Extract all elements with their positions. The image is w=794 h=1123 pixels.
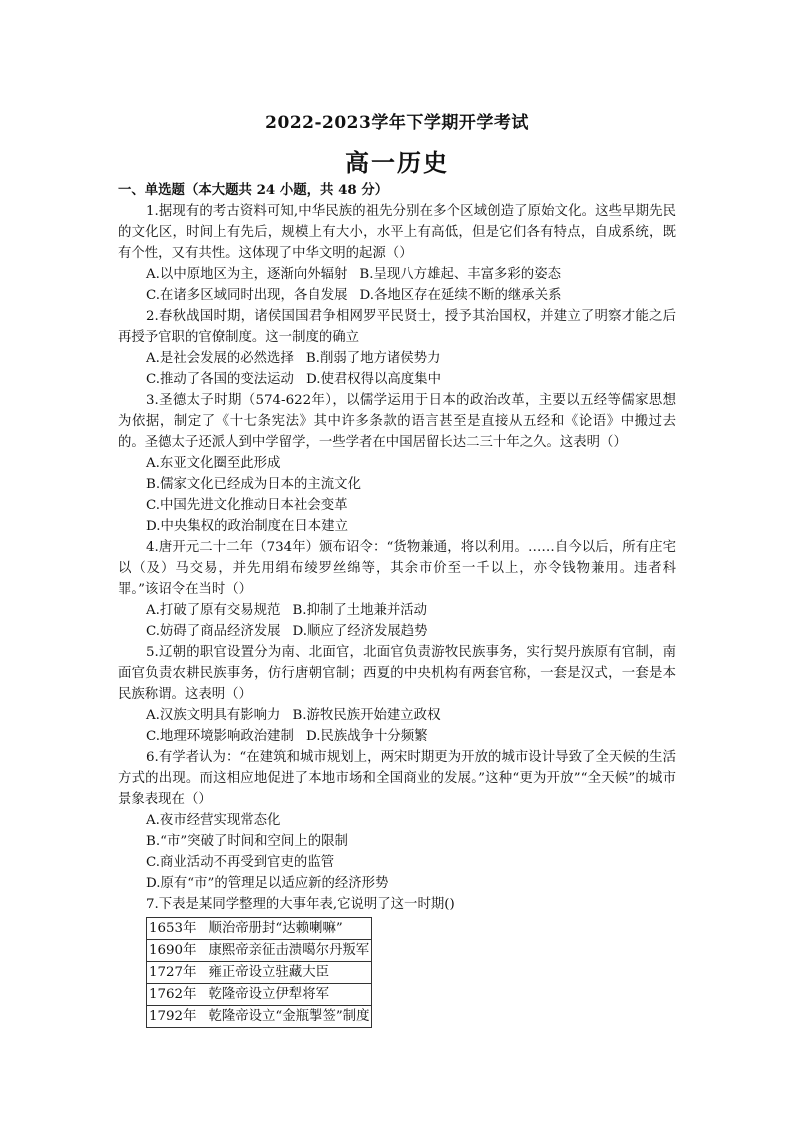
- table-row: [147, 962, 372, 984]
- question-5-option-b: B.游牧民族开始建立政权: [292, 708, 441, 723]
- question-1-option-b: B.呈现八方雄起、丰富多彩的姿态: [359, 267, 561, 282]
- section-heading: 一、单选题（本大题共 24 小题，共 48 分）: [118, 182, 389, 198]
- event-year: 1690年: [147, 940, 207, 962]
- question-2-options-row: [118, 369, 676, 390]
- exam-content: [118, 180, 676, 1028]
- question-7-stem: 7.下表是某同学整理的大事年表,它说明了这一时期(): [146, 897, 455, 912]
- question-3-stem: 3.圣德太子时期（574-622年），以儒学运用于日本的政治改革，主要以五经等儒家思想为依据，制定了《十七条宪法》其中许多条款的语言甚至是直接从五经和《论语》中搬过去的。圣德太子还派人到中学留学，一些学者在中国居留长达二三十年之久。这表明（）: [118, 393, 676, 450]
- question-2-option-b: B.削弱了地方诸侯势力: [305, 351, 441, 366]
- event-description: 乾隆帝设立伊犁将军: [206, 984, 372, 1006]
- event-year: 1762年: [147, 984, 207, 1006]
- question-2-option-c: C.推动了各国的变法运动: [146, 372, 294, 387]
- table-row: [147, 1006, 372, 1028]
- question-6-option-b: B.“市”突破了时间和空间上的限制: [146, 834, 348, 849]
- question-1-option-d: D.各地区存在延续不断的继承关系: [359, 288, 562, 303]
- question-5-options-row: [118, 705, 676, 726]
- question-5-option-c: C.地理环境影响政治建制: [146, 729, 294, 744]
- question-1-options-row: [118, 285, 676, 306]
- question-4-option-c: C.妨碍了商品经济发展: [146, 624, 281, 639]
- question-1-option-a: A.以中原地区为主，逐渐向外辐射: [146, 267, 348, 282]
- table-row: [147, 984, 372, 1006]
- question-2-option-d: D.使君权得以高度集中: [305, 372, 441, 387]
- question-2-stem: 2.春秋战国时期，诸侯国国君争相网罗平民贤士，授予其治国权，并建立了明察才能之后再授予官职的官僚制度。这一制度的确立: [118, 309, 676, 345]
- question-3-option-c: C.中国先进文化推动日本社会变革: [146, 498, 348, 513]
- question-5-option-a: A.汉族文明具有影响力: [146, 708, 281, 723]
- question-4-stem: 4.唐开元二十二年（734年）颁布诏令：“货物兼通，将以利用。……自今以后，所有庄宅以（及）马交易，并先用绢布绫罗丝绵等，其余市价至一千以上，亦令钱物兼用。违者科罪。”该诏令在当时（）: [118, 540, 676, 597]
- question-2-options-row: [118, 348, 676, 369]
- question-4-options-row: [118, 621, 676, 642]
- question-2-option-a: A.是社会发展的必然选择: [146, 351, 294, 366]
- question-4-option-b: B.抑制了土地兼并活动: [292, 603, 428, 618]
- question-5-stem: 5.辽朝的职官设置分为南、北面官，北面官负责游牧民族事务，实行契丹族原有官制，南面官负责农耕民族事务，仿行唐朝官制；西夏的中央机构有两套官称，一套是汉式，一套是本民族称谓。这表明（）: [118, 645, 676, 702]
- event-description: 雍正帝设立驻藏大臣: [206, 962, 372, 984]
- table-row: [147, 918, 372, 940]
- question-6-stem: 6.有学者认为：“在建筑和城市规划上，两宋时期更为开放的城市设计导致了全天候的生活方式的出现。而这相应地促进了本地市场和全国商业的发展。”这种“更为开放”“全天候”的城市景象表现在（）: [118, 750, 676, 807]
- question-3-option-a: A.东亚文化圈至此形成: [146, 456, 281, 471]
- question-4-option-a: A.打破了原有交易规范: [146, 603, 281, 618]
- event-year: 1792年: [147, 1006, 207, 1028]
- exam-subject: 高一历史: [345, 148, 449, 177]
- exam-title: 2022-2023学年下学期开学考试: [265, 113, 529, 133]
- event-description: 乾隆帝设立“金瓶掣签”制度: [206, 1006, 372, 1028]
- question-1-options-row: [118, 264, 676, 285]
- event-description: 康熙帝亲征击溃噶尔丹叛军: [206, 940, 372, 962]
- question-1-option-c: C.在诸多区域同时出现，各自发展: [146, 288, 348, 303]
- question-6-option-d: D.原有“市”的管理足以适应新的经济形势: [146, 876, 389, 891]
- question-3-option-d: D.中央集权的政治制度在日本建立: [146, 519, 348, 534]
- question-4-option-d: D.顺应了经济发展趋势: [292, 624, 428, 639]
- question-5-option-d: D.民族战争十分频繁: [305, 729, 428, 744]
- event-timeline-table: [146, 917, 372, 1028]
- table-row: [147, 940, 372, 962]
- question-6-option-a: A.夜市经营实现常态化: [146, 813, 281, 828]
- event-description: 顺治帝册封“达赖喇嘛”: [206, 918, 372, 940]
- question-1-stem: 1.据现有的考古资料可知,中华民族的祖先分别在多个区域创造了原始文化。这些早期先民的文化区，时间上有先后，规模上有大小，水平上有高低，但是它们各有特点，自成系统，既有个性，又有共性。这体现了中华文明的起源（）: [118, 204, 676, 261]
- question-5-options-row: [118, 726, 676, 747]
- question-4-options-row: [118, 600, 676, 621]
- question-6-option-c: C.商业活动不再受到官吏的监管: [146, 855, 335, 870]
- question-3-option-b: B.儒家文化已经成为日本的主流文化: [146, 477, 361, 492]
- event-year: 1653年: [147, 918, 207, 940]
- event-year: 1727年: [147, 962, 207, 984]
